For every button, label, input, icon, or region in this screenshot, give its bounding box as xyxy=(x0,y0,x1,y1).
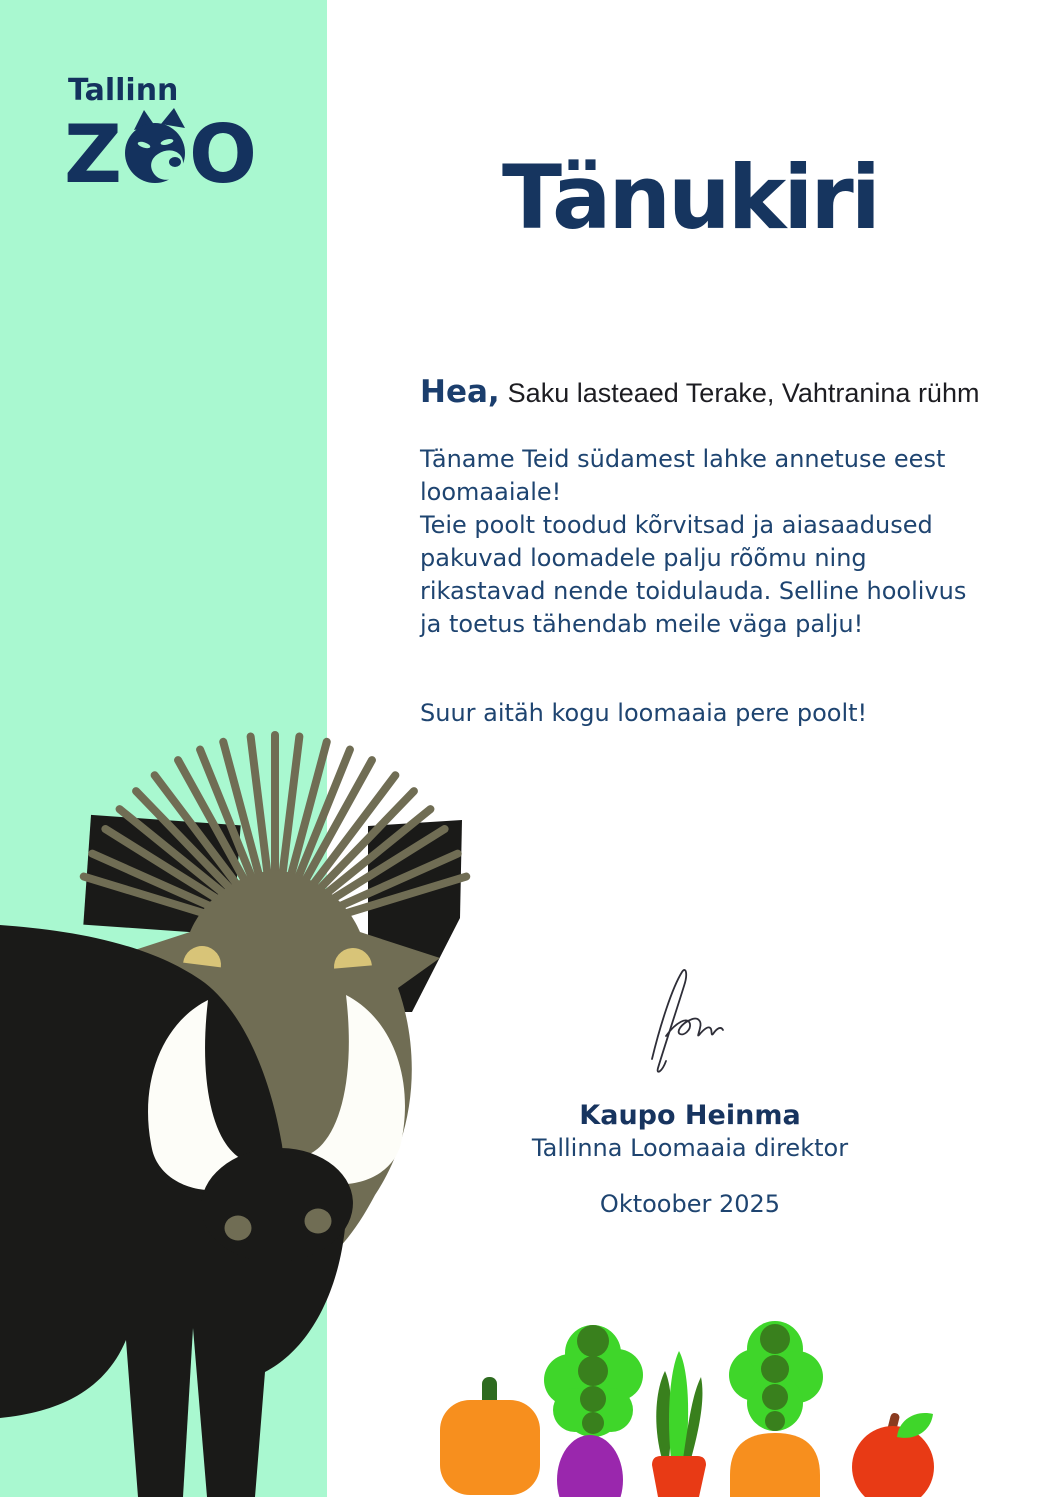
certificate-title: Tänukiri xyxy=(502,146,878,249)
body-line: Teie poolt toodud kõrvitsad ja aiasaadused xyxy=(420,511,933,539)
apple-icon xyxy=(852,1412,934,1497)
logo-letter-z: Z xyxy=(64,108,123,195)
signer-role: Tallinna Loomaaia direktor xyxy=(531,1134,849,1162)
body-line: Täname Teid südamest lahke annetuse eest xyxy=(420,445,946,473)
carrot-icon xyxy=(652,1351,706,1497)
tallinn-zoo-logo xyxy=(58,70,258,195)
recipient-name: Saku lasteaed Terake, Vahtranina rühm xyxy=(507,378,980,408)
logo-brand-text: Tallinn xyxy=(68,73,179,108)
certificate-date: Oktoober 2025 xyxy=(599,1190,781,1218)
beet-icon xyxy=(544,1325,643,1497)
logo-animal-face-icon xyxy=(125,108,185,183)
body-paragraph xyxy=(420,443,966,641)
greeting-line xyxy=(420,374,979,410)
signature-image xyxy=(638,962,738,1077)
pumpkin-icon xyxy=(440,1377,540,1495)
body-line: pakuvad loomadele palju rõõmu ning xyxy=(420,544,867,572)
signer-name: Kaupo Heinma xyxy=(579,1100,801,1131)
body-line: loomaaiale! xyxy=(420,478,562,506)
body-line: ja toetus tähendab meile väga palju! xyxy=(420,610,864,638)
body-line: rikastavad nende toidulauda. Selline hoolivus xyxy=(420,577,967,605)
vegetables-illustration xyxy=(425,1315,960,1497)
logo-letter-o: O xyxy=(189,108,258,195)
warthog-illustration xyxy=(0,725,480,1497)
thanks-line: Suur aitäh kogu loomaaia pere poolt! xyxy=(420,699,868,727)
turnip-icon xyxy=(729,1321,823,1497)
salutation: Hea, xyxy=(420,374,500,410)
